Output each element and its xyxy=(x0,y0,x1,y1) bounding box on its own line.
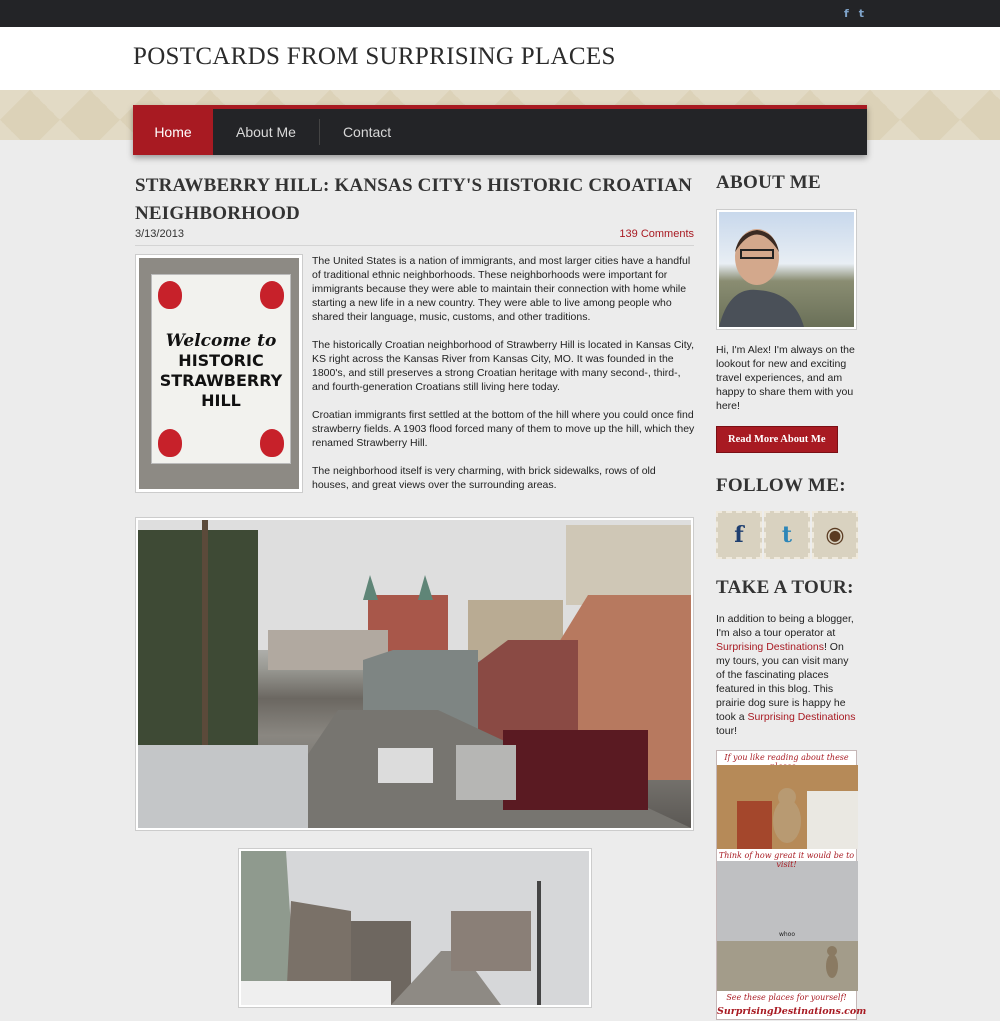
tour-heading: TAKE A TOUR: xyxy=(716,577,854,598)
sidebar xyxy=(716,172,867,1020)
post-intro xyxy=(135,254,694,494)
facebook-icon[interactable]: f xyxy=(843,7,849,20)
nav-item-home[interactable]: Home xyxy=(133,109,213,155)
sign-line: HISTORIC xyxy=(178,351,264,370)
author-photo-frame[interactable] xyxy=(716,209,857,330)
read-more-about-me-button[interactable]: Read More About Me xyxy=(716,426,838,453)
ad-url[interactable]: SurprisingDestinations.com xyxy=(717,1006,867,1017)
strawberry-icon xyxy=(158,281,182,309)
sign-text xyxy=(152,331,290,411)
strawberry-icon xyxy=(260,429,284,457)
about-text: Hi, I'm Alex! I'm always on the lookout for new and exciting travel experiences, and am happy to share them with you here! xyxy=(716,344,855,412)
strawberry-hill-sign-image[interactable] xyxy=(135,254,303,493)
street-photo-2 xyxy=(241,851,589,1005)
street-scene-illustration xyxy=(138,520,691,828)
main-nav xyxy=(133,105,867,155)
post-paragraph: The historically Croatian neighborhood of Strawberry Hill is located in Kansas City, KS right across the Kansas River from Kansas City, MO. It was founded in the 1800's, and still preserves a strong Croatian heritage with many second-, third-, and fourth-generation Croatians still living here today. xyxy=(312,339,695,393)
top-bar xyxy=(0,0,1000,27)
tour-text-part: tour! xyxy=(716,725,738,737)
tour-text xyxy=(716,612,858,738)
strawberry-icon xyxy=(260,281,284,309)
street-photo-frame[interactable] xyxy=(135,517,694,831)
surprising-destinations-link[interactable]: Surprising Destinations xyxy=(747,711,856,723)
sign-photo xyxy=(139,258,299,489)
post-meta xyxy=(135,228,694,246)
post-paragraph: The United States is a nation of immigrants, and most larger cities have a handful of traditional ethnic neighborhoods. These neighborhoods were important for immigrants because they were able to maintain their connection with home while starting a new life in a new country. They were able to live among people who shared their language, music, customs, and other traditions. xyxy=(312,255,691,323)
comments-link[interactable]: 139 Comments xyxy=(619,228,694,240)
ad-speech-bubble: whoo xyxy=(778,931,796,938)
street-photo xyxy=(138,520,691,828)
follow-heading: FOLLOW ME: xyxy=(716,475,846,496)
top-social-links xyxy=(844,7,864,20)
prairie-dog-ad-illustration xyxy=(717,751,867,1021)
tour-text-part: ! On my tours, you can visit many of the fascinating places featured in this blog. This prairie dog sure is happy he took a xyxy=(716,641,849,723)
instagram-stamp-icon[interactable] xyxy=(812,511,858,559)
sign-line: STRAWBERRY xyxy=(159,371,283,390)
author-avatar xyxy=(719,212,854,327)
site-header xyxy=(0,27,1000,90)
ad-caption: See these places for yourself! xyxy=(726,993,847,1002)
sign-line: Welcome to xyxy=(165,331,277,351)
street-scene-illustration-2 xyxy=(241,851,589,1005)
instagram-glyph: ◉ xyxy=(825,522,845,548)
post-date: 3/13/2013 xyxy=(135,228,184,240)
sign-board xyxy=(151,274,291,464)
sign-line: HILL xyxy=(201,391,241,410)
facebook-stamp-icon[interactable] xyxy=(716,511,762,559)
blog-post xyxy=(135,172,694,494)
post-paragraph: The neighborhood itself is very charming, with brick sidewalks, rows of old houses, and great views over the surrounding areas. xyxy=(312,465,656,491)
about-heading: ABOUT ME xyxy=(716,172,821,193)
post-body xyxy=(312,254,695,506)
twitter-stamp-icon[interactable] xyxy=(764,511,810,559)
facebook-glyph: f xyxy=(734,522,744,548)
author-portrait xyxy=(719,212,854,327)
tour-text-part: In addition to being a blogger, I'm also a tour operator at xyxy=(716,613,854,639)
post-paragraph: Croatian immigrants first settled at the bottom of the hill where you could once find strawberry fields. A 1903 flood forced many of them to move up the hill, which they renamed Strawberry Hill. xyxy=(312,409,695,449)
twitter-glyph: t xyxy=(781,522,793,548)
nav-item-contact[interactable]: Contact xyxy=(342,124,392,140)
follow-icons xyxy=(716,511,858,559)
surprising-destinations-link[interactable]: Surprising Destinations xyxy=(716,641,824,653)
site-title[interactable]: POSTCARDS FROM SURPRISING PLACES xyxy=(133,43,616,70)
post-title[interactable]: STRAWBERRY HILL: KANSAS CITY'S HISTORIC CROATIAN NEIGHBORHOOD xyxy=(135,175,693,224)
ad-caption: If you like reading about these xyxy=(724,753,849,762)
street-photo-frame-2[interactable] xyxy=(238,848,592,1008)
tour-advertisement[interactable] xyxy=(716,750,867,1020)
ad-caption: Think of how great it would be to visit! xyxy=(718,851,855,869)
twitter-icon[interactable]: t xyxy=(858,7,864,20)
strawberry-icon xyxy=(158,429,182,457)
nav-item-about-me[interactable]: About Me xyxy=(236,124,296,140)
